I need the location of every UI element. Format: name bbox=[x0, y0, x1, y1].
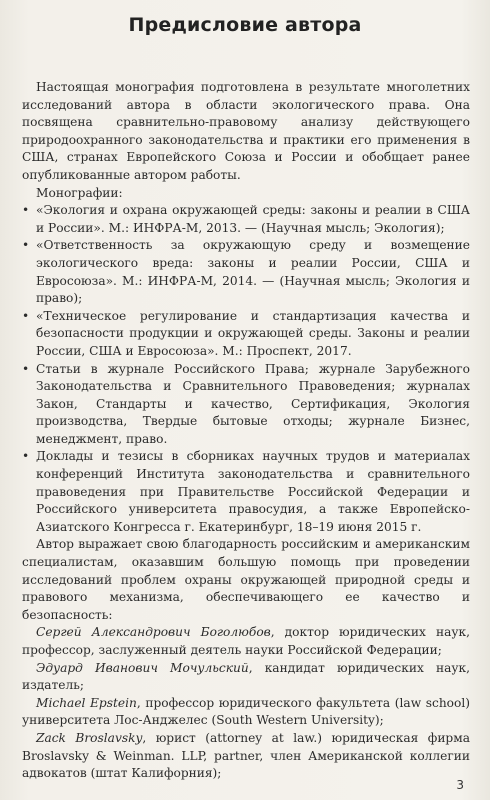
page-body bbox=[22, 79, 470, 783]
list-item bbox=[22, 237, 470, 307]
publications-list bbox=[22, 202, 470, 536]
bullet-icon: • bbox=[22, 449, 30, 464]
list-item-text: «Экология и охрана окружающей среды: законы и реалии в США и России». М.: ИНФРА-М, 2013. — (Научная мысль; Экология); bbox=[36, 203, 470, 235]
list-item-text: Статьи в журнале Российского Права; журнале Зарубежного Законодательства и Сравнительного Правоведения; журналах Закон, Стандарты и качество, Сертификация, Экология производства, Твердые бытовые отходы; журнале Бизнес, менеджмент, право. bbox=[36, 361, 470, 446]
person-description: , профессор юридического факультета (law school) университета Лос-Анджелес (South Western University); bbox=[22, 695, 470, 728]
list-item bbox=[22, 202, 470, 237]
acknowledgement-item bbox=[22, 624, 470, 659]
acknowledgement-item bbox=[22, 695, 470, 730]
intro-paragraph: Настоящая монография подготовлена в результате многолетних исследований автора в области экологического права. Она посвящена сравнительно-правовому анализу действующего природоохранного законодательства и практики его применения в США, странах Европейского Союза и России и обобщает ранее опубликованные автором работы. bbox=[22, 80, 470, 182]
list-item-text: Доклады и тезисы в сборниках научных трудов и материалах конференций Института законодательства и сравнительного правоведения при Правительстве Российской Федерации и Российского университета правосудия, а также Европейско-Азиатского Конгресса г. Екатеринбург, 18–19 июня 2015 г. bbox=[36, 449, 470, 534]
bullet-icon: • bbox=[22, 361, 30, 376]
list-item bbox=[22, 448, 470, 536]
person-name: Michael Epstein bbox=[36, 695, 137, 710]
acknowledgement-item bbox=[22, 660, 470, 695]
person-name: Эдуард Иванович Мочульский bbox=[36, 660, 249, 675]
person-description: , кандидат юридических наук, издатель; bbox=[22, 660, 470, 693]
bullet-icon: • bbox=[22, 238, 30, 253]
person-description: , доктор юридических наук, профессор, заслуженный деятель науки Российской Федерации; bbox=[22, 625, 470, 657]
list-item-text: «Техническое регулирование и стандартизация качества и безопасности продукции и окружающей среды. Законы и реалии России, США и Евросоюза». М.: Проспект, 2017. bbox=[36, 308, 470, 358]
person-description: , юрист (attorney at law.) юридическая фирма Broslavsky & Weinman. LLP, partner, член Американской коллегии адвокатов (штат Калифорния); bbox=[22, 730, 470, 781]
acknowledgement-item bbox=[22, 730, 470, 783]
list-item bbox=[22, 361, 470, 449]
monographs-label: Монографии: bbox=[36, 185, 123, 200]
bullet-icon: • bbox=[22, 308, 30, 323]
acknowledgements-list bbox=[22, 624, 470, 782]
person-name: Сергей Александрович Боголюбов bbox=[36, 625, 271, 640]
page-title: Предисловие автора bbox=[128, 14, 362, 36]
bullet-icon: • bbox=[22, 203, 30, 218]
page-number: 3 bbox=[456, 778, 464, 792]
gratitude-paragraph: Автор выражает свою благодарность российским и американским специалистам, оказавшим большую помощь при проведении исследований проблем охраны окружающей природной среды и правового механизма, обеспечивающего ее качество и безопасность: bbox=[22, 537, 470, 622]
list-item bbox=[22, 308, 470, 361]
person-name: Zack Broslavsky bbox=[36, 730, 143, 745]
list-item-text: «Ответственность за окружающую среду и возмещение экологического вреда: законы и реалии России, США и Евросоюза». М.: ИНФРА-М, 2014. — (Научная мысль; Экология и право); bbox=[36, 238, 470, 306]
